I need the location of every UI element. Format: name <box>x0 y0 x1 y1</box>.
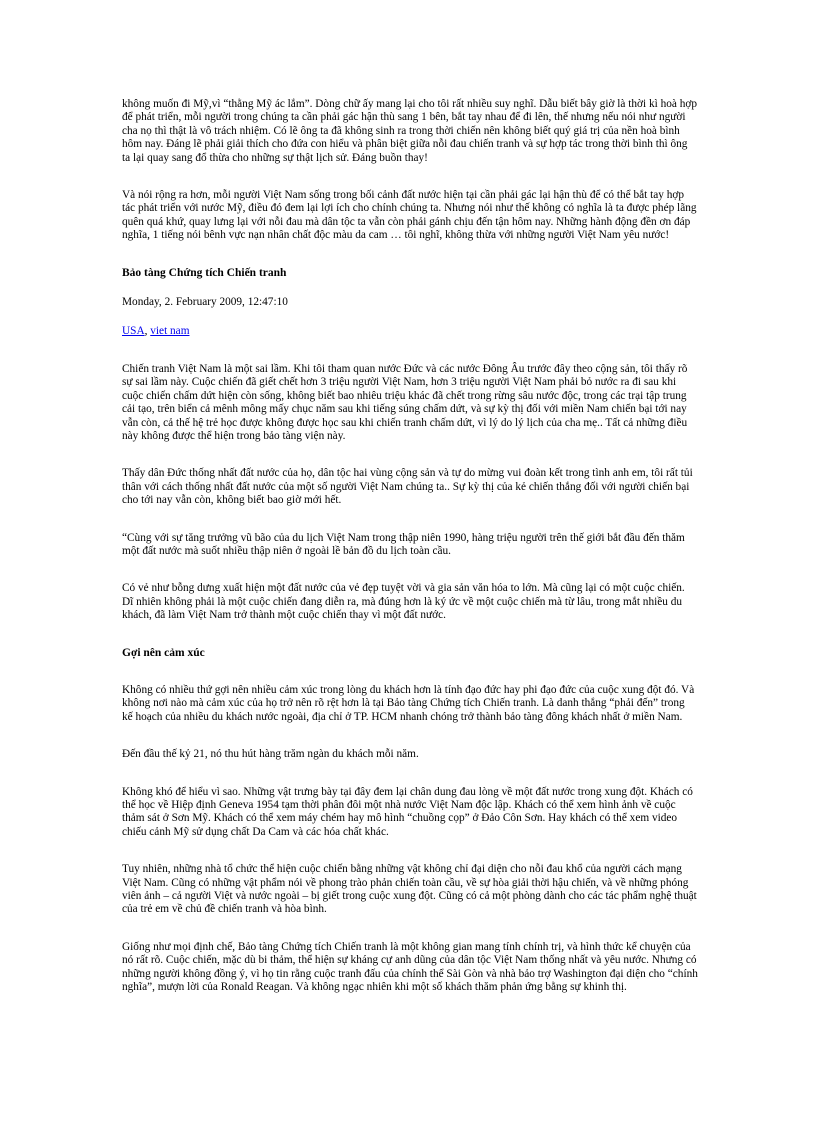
intro-paragraph-1: không muốn đi Mỹ,vì “thằng Mỹ ác lắm”. Dòng chữ ấy mang lại cho tôi rất nhiều suy nghĩ. Dẫu biết bây giờ là thời kì hoà hợp để phát triển, mỗi người trong chúng ta cần phải gác hận thù sang 1 bên, bắt tay nhau để đi lên, thế nhưng nếu nói như người cha nọ thì thật là vô trách nhiệm. Có lẽ ông ta đã không sinh ra trong thời chiến nên không biết quý giá trị của nền hoà bình hôm nay. Đáng lẽ phải giải thích cho đứa con hiểu và phân biệt giữa nỗi đau chiến tranh và sự hợp tác trong thời bình thì ông ta lại quay sang đổ thừa cho những sự thật lịch sử. Đáng buồn thay! <box>122 98 697 164</box>
section-paragraph-5: Giống như mọi định chế, Bảo tàng Chứng tích Chiến tranh là một không gian mang tính chính trị, và hình thức kể chuyện của nó rất rõ. Cuộc chiến, mặc dù bi thảm, thể hiện sự kháng cự anh dũng của dân tộc Việt Nam thống nhất và yêu nước. Nhưng có những người không đồng ý, vì họ tin rằng cuộc tranh đấu của chính thể Sài Gòn và nhà bảo trợ Washington đại diện cho “chính nghĩa”, mượn lời của Ronald Reagan. Và không ngạc nhiên khi một số khách thăm phản ứng bằng sự khinh thị. <box>122 940 698 994</box>
article-paragraph-1: Chiến tranh Việt Nam là một sai lầm. Khi tôi tham quan nước Đức và các nước Đông Âu trước đây theo cộng sản, tôi thấy rõ sự sai lầm này. Cuộc chiến đã giết chết hơn 3 triệu người Việt Nam, hơn 3 triệu người Việt Nam phải bỏ nước ra đi sau khi cuộc chiến chấm dứt hiện còn sống, không biết bao nhiêu triệu khác đã chết trong rừng sâu nước độc, trong các trại tập trung cải tạo, trên biển cả mênh mông mấy chục năm sau khi tiếng súng chấm dứt, và sự kỳ thị đối với miền Nam chiến bại tới nay vẫn còn, cả thế hệ trẻ học được không được học sau khi chiến tranh chấm dứt, vì lý do lý lịch của cha mẹ.. Tất cả những điều này không được thể hiện trong bảo tàng viện này. <box>122 362 688 442</box>
section-paragraph-2: Đến đầu thế kỷ 21, nó thu hút hàng trăm ngàn du khách mỗi năm. <box>122 748 419 761</box>
document-page <box>122 98 698 1010</box>
section-paragraph-1: Không có nhiều thứ gợi nên nhiều cảm xúc trong lòng du khách hơn là tính đạo đức hay phi đạo đức của cuộc xung đột đó. Và không nơi nào mà cảm xúc của họ trở nên rõ rệt hơn là tại Bảo tàng Chứng tích Chiến tranh. Là danh thắng “phải đến” trong kế hoạch của nhiều du khách nước ngoài, địa chỉ ở TP. HCM nhanh chóng trở thành bảo tàng đông khách nhất ở miền Nam. <box>122 683 695 723</box>
article-paragraph-3: “Cùng với sự tăng trưởng vũ bão của du lịch Việt Nam trong thập niên 1990, hàng triệu người trên thế giới bắt đầu đến thăm một đất nước mà suốt nhiều thập niên ở ngoài lề bản đồ du lịch toàn cầu. <box>122 531 685 557</box>
section-title: Gợi nên cảm xúc <box>122 646 205 659</box>
article-paragraph-4: Có vẻ như bỗng dưng xuất hiện một đất nước của vẻ đẹp tuyệt vời và gia sản văn hóa to lớn. Mà cũng lại có một cuộc chiến. Dĩ nhiên không phải là một cuộc chiến đang diễn ra, mà đúng hơn là ký ức về một cuộc chiến mà từ lâu, trong mắt nhiều du khách, đã làm Việt Nam trở thành một cuộc chiến thay vì một đất nước. <box>122 582 685 622</box>
tag-link-viet-nam[interactable]: viet nam <box>150 325 190 338</box>
article-title: Bảo tàng Chứng tích Chiến tranh <box>122 266 287 279</box>
intro-paragraph-2: Và nói rộng ra hơn, mỗi người Việt Nam sống trong bối cảnh đất nước hiện tại cần phải gác lại hận thù để có thể bắt tay hợp tác phát triển với nước Mỹ, điều đó đem lại lợi ích cho chính chúng ta. Nhưng nói như thế không có nghĩa là ta được phép lãng quên quá khứ, quay lưng lại với nỗi đau mà dân tộc ta vẫn còn phải gánh chịu đến tận hôm nay. Những hành động đền ơn đáp nghĩa, 1 tiếng nói bênh vực nạn nhân chất độc màu da cam … tôi nghĩ, không thừa với những người Việt Nam yêu nước! <box>122 189 697 242</box>
tag-separator: , <box>144 325 151 338</box>
tag-link-usa[interactable]: USA <box>122 325 145 338</box>
section-paragraph-4: Tuy nhiên, những nhà tổ chức thể hiện cuộc chiến bằng những vật không chỉ đại diện cho nỗi đau khổ của người cách mạng Việt Nam. Cũng có những vật phẩm nói về phong trào phản chiến toàn cầu, về sự hòa giải thời hậu chiến, và về những phóng viên ảnh – cả người Việt và nước ngoài – bị giết trong cuộc xung đột. Cũng có cả một phòng dành cho các tác phẩm nghệ thuật của trẻ em về chủ đề chiến tranh và hòa bình. <box>122 863 697 916</box>
article-tags <box>122 325 698 338</box>
article-paragraph-2: Thấy dân Đức thống nhất đất nước của họ, dân tộc hai vùng cộng sản và tự do mừng vui đoàn kết trong tình anh em, tôi rất tủi thân với cách thống nhất đất nước của một số người Việt Nam chúng ta.. Sự kỳ thị của kẻ chiến thắng đối với người chiến bại cho tới nay vẫn còn, không biết bao giờ mới hết. <box>122 467 693 507</box>
section-paragraph-3: Không khó để hiểu vì sao. Những vật trưng bày tại đây đem lại chân dung đau lòng về một đất nước trong xung đột. Khách có thể học về Hiệp định Geneva 1954 tạm thời phân đôi một nhà nước Việt Nam độc lập. Khách có thể xem hình ảnh về cuộc thảm sát ở Sơn Mỹ. Khách có thể xem máy chém hay mô hình “chuồng cọp” ở Đảo Côn Sơn. Hay khách có thể xem video chiếu cảnh Mỹ sử dụng chất Da Cam và các hóa chất khác. <box>122 785 693 838</box>
article-date: Monday, 2. February 2009, 12:47:10 <box>122 296 288 309</box>
